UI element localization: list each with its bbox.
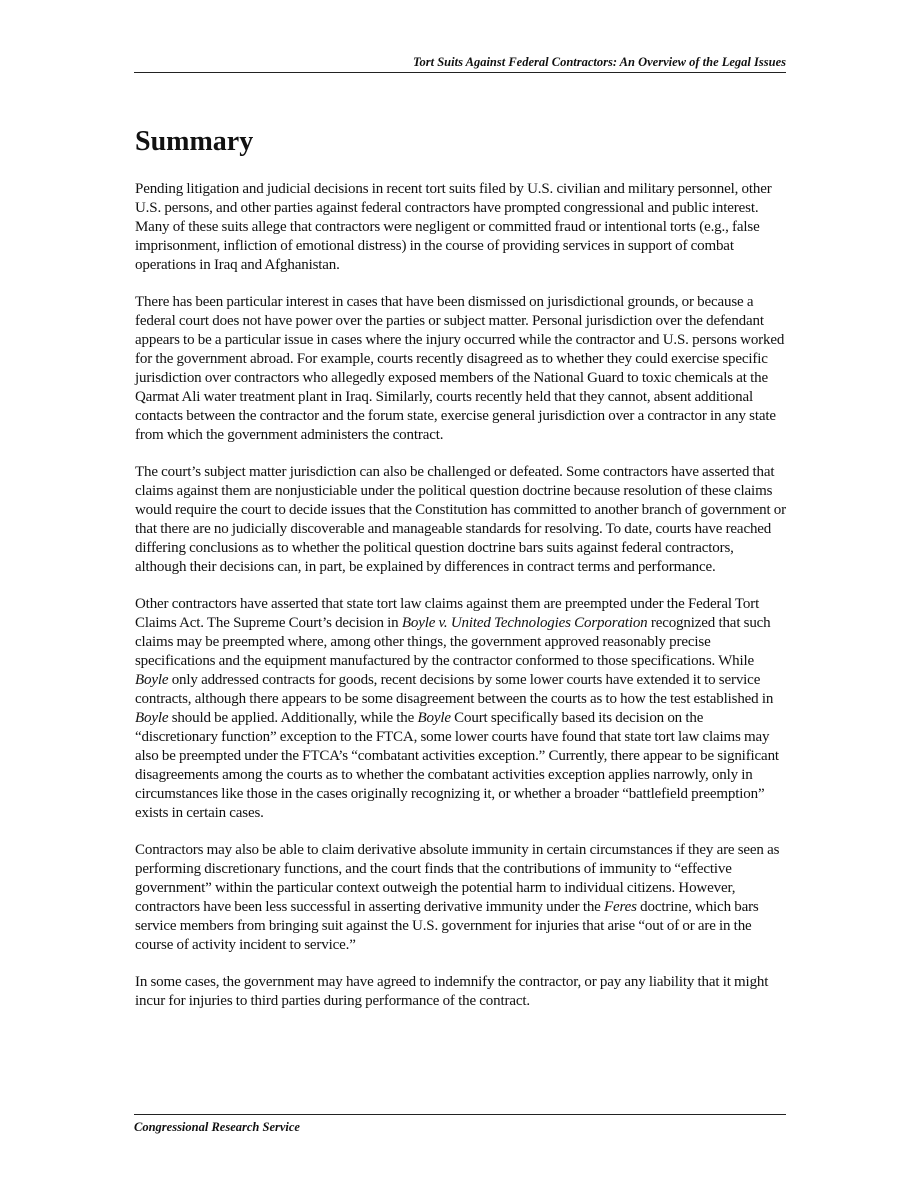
- body-paragraph: [135, 595, 787, 823]
- paragraph-text-run: The court’s subject matter jurisdiction can also be challenged or defeated. Some contractors have asserted that claims against them are nonjusticiable under the political question doctrine because resolution of these claims would require the court to decide issues that the Constitution has committed to another branch of government or that there are no judicially discoverable and manageable standards for resolving. To date, courts have reached differing conclusions as to whether the political question doctrine bars suits against federal contractors, although their decisions can, in part, be explained by differences in contract terms and performance.: [135, 464, 787, 575]
- paragraph-text-run: Court specifically based its decision on the “discretionary function” exception to the FTCA, some lower courts have found that state tort law claims may also be preempted under the FTCA’s “combatant activities exception.” Currently, there appear to be significant disagreements among the courts as to whether the combatant activities exception applies narrowly, only in circumstances like those in the cases originally recognizing it, or whether a broader “battlefield preemption” exists in certain cases.: [135, 710, 779, 821]
- body-paragraph: [135, 973, 787, 1011]
- case-name-italic: Boyle v. United Technologies Corporation: [401, 615, 648, 631]
- body-paragraph: [135, 293, 787, 445]
- paragraph-text-run: In some cases, the government may have agreed to indemnify the contractor, or pay any liability that it might incur for injuries to third parties during performance of the contract.: [135, 974, 769, 1009]
- case-name-italic: Boyle: [135, 672, 169, 688]
- paragraph-text-run: only addressed contracts for goods, recent decisions by some lower courts have extended it to service contracts, although there appears to be some disagreement between the courts as to how the test established in: [135, 672, 774, 707]
- case-name-italic: Boyle: [135, 710, 169, 726]
- body-paragraph: [135, 463, 787, 577]
- document-body: [135, 124, 787, 1029]
- paragraph-text-run: There has been particular interest in cases that have been dismissed on jurisdictional grounds, or because a federal court does not have power over the parties or subject matter. Personal jurisdiction over the defendant appears to be a particular issue in cases where the injury occurred while the contractor and U.S. persons worked for the government abroad. For example, courts recently disagreed as to whether they could exercise specific jurisdiction over contractors who allegedly exposed members of the National Guard to toxic chemicals at the Qarmat Ali water treatment plant in Iraq. Similarly, courts recently held that they cannot, absent additional contacts between the contractor and the forum state, exercise general jurisdiction over a contractor in any state from which the government administers the contract.: [135, 294, 785, 443]
- case-name-italic: Feres: [604, 899, 637, 915]
- paragraph-text-run: Pending litigation and judicial decisions in recent tort suits filed by U.S. civilian and military personnel, other U.S. persons, and other parties against federal contractors have prompted congressional and public interest. Many of these suits allege that contractors were negligent or committed fraud or intentional torts (e.g., false imprisonment, infliction of emotional distress) in the course of providing services in support of combat operations in Iraq and Afghanistan.: [135, 181, 772, 273]
- paragraph-text-run: doctrine, which bars service members from bringing suit against the U.S. government for injuries that arise “out of or are in the course of activity incident to service.”: [135, 899, 759, 953]
- paragraph-text-run: should be applied. Additionally, while the: [168, 710, 418, 726]
- running-header-title: Tort Suits Against Federal Contractors: An Overview of the Legal Issues: [413, 55, 786, 69]
- running-footer: [134, 1114, 786, 1135]
- case-name-italic: Boyle: [417, 710, 451, 726]
- body-paragraph: [135, 841, 787, 955]
- paragraph-text-run: recognized that such claims may be preempted where, among other things, the government approved reasonably precise specifications and the equipment manufactured by the contractor conformed to those specifications. While: [135, 615, 771, 669]
- paragraph-text-run: Contractors may also be able to claim derivative absolute immunity in certain circumstances if they are seen as performing discretionary functions, and the court finds that the contributions of immunity to “effective government” within the particular context outweigh the potential harm to individual citizens. However, contractors have been less successful in asserting derivative immunity under the: [135, 842, 780, 915]
- paragraph-text-run: Other contractors have asserted that state tort law claims against them are preempted under the Federal Tort Claims Act. The Supreme Court’s decision in: [135, 596, 760, 631]
- running-header: [134, 54, 786, 73]
- paragraph-list: [135, 180, 787, 1011]
- footer-publisher: Congressional Research Service: [134, 1120, 300, 1134]
- section-heading: Summary: [135, 126, 254, 157]
- body-paragraph: [135, 180, 787, 275]
